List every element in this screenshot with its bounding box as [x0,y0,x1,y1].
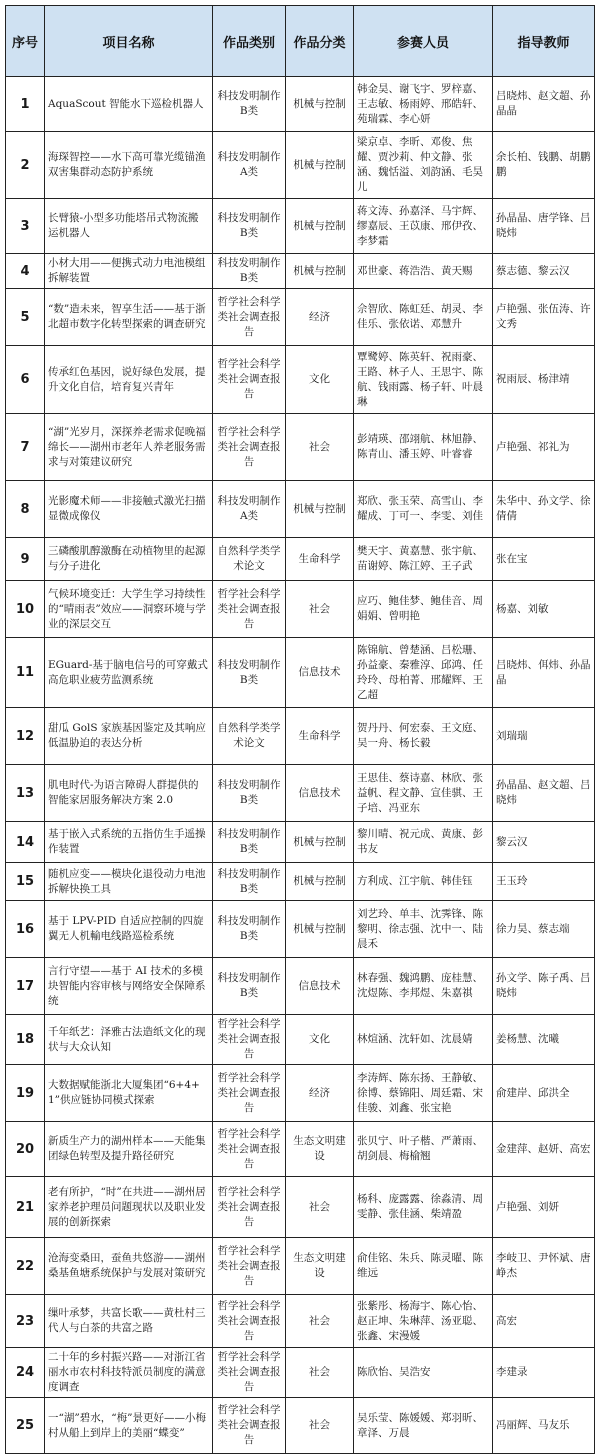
cell-project-name: EGuard-基于脑电信号的可穿戴式高危职业疲劳监测系统 [45,638,213,708]
cell-advisors: 张在宝 [493,538,595,581]
cell-project-name: 言行守望——基于 AI 技术的多模块智能内容审核与网络安全保障系统 [45,958,213,1015]
cell-work-category: 哲学社会科学类社会调查报告 [213,1015,286,1065]
cell-advisors: 黎云汉 [493,822,595,863]
cell-work-classification: 生命科学 [286,708,354,765]
cell-participants: 梁京卓、李昕、邓俊、焦耀、贾沙莉、仲文静、张涵、魏恬溢、刘韵涵、毛昊儿 [354,132,493,199]
cell-advisors: 金建萍、赵妍、高宏 [493,1122,595,1177]
cell-work-classification: 机械与控制 [286,199,354,254]
cell-project-name: “数”造未来，智享生活——基于浙北超市数字化转型探索的调查研究 [45,289,213,346]
cell-project-name: 千年纸艺：泽雅古法造纸文化的现状与大众认知 [45,1015,213,1065]
cell-work-classification: 机械与控制 [286,901,354,958]
cell-advisors: 朱华中、孙文学、徐倩倩 [493,481,595,538]
table-row [6,958,595,1015]
cell-advisors: 高宏 [493,1295,595,1348]
cell-number: 12 [6,708,45,765]
header-work-category: 作品类别 [213,6,286,77]
table-row [6,863,595,901]
cell-advisors: 蔡志德、黎云汉 [493,254,595,289]
table-row [6,1348,595,1398]
cell-work-classification: 机械与控制 [286,481,354,538]
cell-number: 10 [6,581,45,638]
table-row [6,1015,595,1065]
table-row [6,77,595,132]
cell-participants: 吴乐莹、陈媛媛、郑羽昕、章泽、万晨 [354,1398,493,1454]
cell-work-classification: 社会 [286,1348,354,1398]
cell-number: 8 [6,481,45,538]
cell-project-name: AquaScout 智能水下巡检机器人 [45,77,213,132]
table-row [6,581,595,638]
cell-participants: 俞佳铭、朱兵、陈灵曜、陈维远 [354,1238,493,1295]
cell-number: 13 [6,765,45,822]
cell-participants: 邓世豪、蒋浩浩、黄天赐 [354,254,493,289]
cell-work-classification: 机械与控制 [286,77,354,132]
header-row [6,6,595,77]
table-row [6,132,595,199]
cell-advisors: 徐力昊、蔡志端 [493,901,595,958]
table-row [6,1398,595,1454]
cell-work-category: 哲学社会科学类社会调查报告 [213,1348,286,1398]
cell-advisors: 孙文学、陈子禹、吕晓炜 [493,958,595,1015]
cell-project-name: 甜瓜 GolS 家族基因鉴定及其响应低温胁迫的表达分析 [45,708,213,765]
cell-work-classification: 文化 [286,1015,354,1065]
cell-advisors: 卢艳强、张伍涛、许文秀 [493,289,595,346]
cell-work-category: 哲学社会科学类社会调查报告 [213,581,286,638]
cell-participants: 贺丹丹、何宏泰、王文庭、吴一舟、杨长毅 [354,708,493,765]
project-table [5,5,595,1454]
table-header [6,6,595,77]
cell-number: 5 [6,289,45,346]
cell-work-classification: 经济 [286,289,354,346]
cell-participants: 李涛辉、陈东扬、王静敏、徐博、蔡锦阳、周廷霜、宋佳骏、刘鑫、张宝艳 [354,1065,493,1122]
cell-advisors: 李岐卫、尹怀斌、唐峥杰 [493,1238,595,1295]
cell-work-category: 科技发明制作B类 [213,638,286,708]
cell-advisors: 孙晶晶、赵文超、吕晓炜 [493,765,595,822]
cell-work-category: 哲学社会科学类社会调查报告 [213,1398,286,1454]
cell-work-classification: 机械与控制 [286,863,354,901]
cell-number: 7 [6,414,45,481]
cell-advisors: 卢艳强、刘妍 [493,1177,595,1238]
cell-number: 3 [6,199,45,254]
cell-participants: 佘智欣、陈虹廷、胡灵、李佳乐、张依诺、邓慧升 [354,289,493,346]
cell-participants: 张紫彤、杨海宇、陈心怡、赵正坤、朱琳萍、汤亚聪、张鑫、宋漫媛 [354,1295,493,1348]
cell-advisors: 姜杨慧、沈曦 [493,1015,595,1065]
table-row [6,199,595,254]
cell-project-name: 基于 LPV-PID 自适应控制的四旋翼无人机輸电线路巡检系统 [45,901,213,958]
cell-work-category: 科技发明制作B类 [213,254,286,289]
cell-advisors: 俞建岸、邱洪全 [493,1065,595,1122]
cell-work-category: 哲学社会科学类社会调查报告 [213,346,286,414]
cell-work-classification: 社会 [286,581,354,638]
cell-advisors: 吕晓炜、赵文超、孙晶晶 [493,77,595,132]
cell-number: 11 [6,638,45,708]
cell-participants: 张贝宁、叶子楷、严萧雨、胡剑晨、梅榆翘 [354,1122,493,1177]
cell-work-category: 科技发明制作B类 [213,863,286,901]
cell-participants: 蒋文涛、孙嘉泽、马宇辉、缪嘉辰、王苡康、邢伊孜、李梦霜 [354,199,493,254]
cell-work-classification: 机械与控制 [286,822,354,863]
cell-number: 1 [6,77,45,132]
cell-advisors: 孙晶晶、唐学锋、吕晓炜 [493,199,595,254]
table-row [6,414,595,481]
table-row [6,1238,595,1295]
cell-work-classification: 社会 [286,1295,354,1348]
cell-number: 2 [6,132,45,199]
cell-project-name: 沧海变桑田，蚕鱼共悠游——湖州桑基鱼塘系统保护与发展对策研究 [45,1238,213,1295]
table-row [6,901,595,958]
cell-participants: 郑欣、张玉荣、高雪山、李耀成、丁可一、李雯、刘佳 [354,481,493,538]
cell-project-name: 大数据赋能浙北大厦集团“6+4+1”供应链协同模式探索 [45,1065,213,1122]
cell-project-name: “湖”光岁月，深探养老需求促晚福绵长——湖州市老年人养老服务需求与对策建议研究 [45,414,213,481]
cell-project-name: 传承红色基因，说好绿色发展，提升文化自信，培育复兴青年 [45,346,213,414]
table-row [6,765,595,822]
cell-project-name: 随机应变——模块化退役动力电池拆解快换工具 [45,863,213,901]
cell-project-name: 基于嵌入式系统的五指仿生手遥操作装置 [45,822,213,863]
cell-advisors: 冯丽辉、马友乐 [493,1398,595,1454]
cell-number: 14 [6,822,45,863]
header-work-classification: 作品分类 [286,6,354,77]
cell-work-classification: 生命科学 [286,538,354,581]
cell-advisors: 王玉玲 [493,863,595,901]
table-row [6,822,595,863]
cell-project-name: 长臂猿-小型多功能塔吊式物流搬运机器人 [45,199,213,254]
cell-work-classification: 社会 [286,1398,354,1454]
table-wrapper [5,5,594,1454]
cell-participants: 覃鹭婷、陈英轩、祝雨豪、王路、林子人、王思宇、陈航、钱雨露、杨子轩、叶晨琳 [354,346,493,414]
table-row [6,708,595,765]
cell-participants: 应巧、鲍佳梦、鲍佳音、周娟娟、曾明艳 [354,581,493,638]
cell-work-classification: 信息技术 [286,765,354,822]
table-row [6,289,595,346]
cell-work-classification: 生态文明建设 [286,1238,354,1295]
cell-work-category: 自然科学类学术论文 [213,708,286,765]
cell-participants: 林春强、魏鸿鹏、庞桂慧、沈煜陈、李邦煜、朱嘉祺 [354,958,493,1015]
cell-number: 24 [6,1348,45,1398]
cell-project-name: 小材大用——便携式动力电池模组拆解装置 [45,254,213,289]
header-advisors: 指导教师 [493,6,595,77]
table-row [6,254,595,289]
cell-participants: 刘艺玲、单丰、沈霁锋、陈黎明、徐志强、沈中一、陆晨禾 [354,901,493,958]
cell-work-category: 自然科学类学术论文 [213,538,286,581]
cell-work-classification: 社会 [286,414,354,481]
cell-participants: 黎川晴、祝元成、黄康、彭书友 [354,822,493,863]
cell-work-category: 哲学社会科学类社会调查报告 [213,1295,286,1348]
cell-participants: 陈锦航、曾楚涵、吕松珊、孙益豪、秦雅淳、邱鸿、任玲玲、母柏菁、邢耀辉、王乙超 [354,638,493,708]
cell-work-classification: 社会 [286,1177,354,1238]
cell-work-category: 哲学社会科学类社会调查报告 [213,1238,286,1295]
cell-work-category: 哲学社会科学类社会调查报告 [213,414,286,481]
cell-project-name: 肌电时代-为语言障碍人群提供的智能家居服务解决方案 2.0 [45,765,213,822]
table-row [6,346,595,414]
cell-work-category: 哲学社会科学类社会调查报告 [213,289,286,346]
cell-work-category: 科技发明制作B类 [213,901,286,958]
header-number: 序号 [6,6,45,77]
cell-participants: 杨科、庞露露、徐淼清、周雯静、张佳涵、柴靖盈 [354,1177,493,1238]
cell-number: 17 [6,958,45,1015]
table-row [6,1177,595,1238]
cell-advisors: 余长柏、钱鹏、胡鹏鹏 [493,132,595,199]
cell-number: 23 [6,1295,45,1348]
table-row [6,1122,595,1177]
cell-work-classification: 文化 [286,346,354,414]
cell-participants: 陈欣怡、吴浩安 [354,1348,493,1398]
cell-participants: 方利成、江宇航、韩佳钰 [354,863,493,901]
cell-project-name: 新质生产力的湖州样本——天能集团绿色转型及提升路径研究 [45,1122,213,1177]
cell-work-category: 科技发明制作A类 [213,481,286,538]
cell-project-name: 光影魔术师——非接触式激光扫描显微成像仪 [45,481,213,538]
cell-advisors: 卢艳强、祁礼为 [493,414,595,481]
cell-work-classification: 机械与控制 [286,254,354,289]
cell-participants: 樊天宇、黄嘉慧、张宇航、苗谢婷、陈江婷、王子武 [354,538,493,581]
cell-work-category: 科技发明制作B类 [213,199,286,254]
cell-number: 6 [6,346,45,414]
table-row [6,1295,595,1348]
cell-work-category: 科技发明制作B类 [213,822,286,863]
cell-number: 15 [6,863,45,901]
cell-work-classification: 信息技术 [286,638,354,708]
cell-project-name: 海琛智控——水下高可靠光缆锚渔双害集群动态防护系统 [45,132,213,199]
cell-work-category: 科技发明制作B类 [213,765,286,822]
table-row [6,1065,595,1122]
cell-project-name: 老有所护，“时”在共进——湖州居家养老护理员问题现状以及职业发展的创新探索 [45,1177,213,1238]
cell-project-name: 气候环境变迁：大学生学习持续性的“晴雨表”效应——洞察环境与学业的深层交互 [45,581,213,638]
cell-advisors: 祝雨辰、杨津靖 [493,346,595,414]
cell-project-name: 三磷酸肌醇激酶在动植物里的起源与分子进化 [45,538,213,581]
cell-advisors: 杨嘉、刘敏 [493,581,595,638]
cell-work-category: 哲学社会科学类社会调查报告 [213,1122,286,1177]
cell-number: 16 [6,901,45,958]
cell-work-classification: 经济 [286,1065,354,1122]
cell-work-category: 科技发明制作B类 [213,77,286,132]
cell-number: 4 [6,254,45,289]
table-body [6,77,595,1454]
cell-advisors: 吕晓炜、佴炜、孙晶晶 [493,638,595,708]
cell-participants: 王思佳、蔡诗嘉、林欣、张益帆、程文静、宣佳骐、王子培、冯亚东 [354,765,493,822]
cell-number: 22 [6,1238,45,1295]
cell-work-classification: 机械与控制 [286,132,354,199]
cell-work-classification: 信息技术 [286,958,354,1015]
cell-number: 25 [6,1398,45,1454]
cell-work-category: 哲学社会科学类社会调查报告 [213,1065,286,1122]
cell-participants: 彭靖瑛、邵翊航、林旭静、陈青山、潘玉婷、叶睿睿 [354,414,493,481]
cell-number: 20 [6,1122,45,1177]
table-row [6,638,595,708]
cell-participants: 林煊涵、沈轩如、沈晨婧 [354,1015,493,1065]
table-row [6,538,595,581]
cell-project-name: 缫叶承梦，共富长歌——黄杜村三代人与白茶的共富之路 [45,1295,213,1348]
cell-work-category: 科技发明制作B类 [213,958,286,1015]
table-row [6,481,595,538]
cell-number: 18 [6,1015,45,1065]
cell-project-name: 二十年的乡村振兴路——对浙江省丽水市农村科技特派员制度的满意度调查 [45,1348,213,1398]
cell-advisors: 刘瑞瑞 [493,708,595,765]
cell-participants: 韩金昊、谢飞宇、罗梓嘉、王志敏、杨雨婷、邢皓轩、苑瑞霖、李心妍 [354,77,493,132]
cell-work-category: 哲学社会科学类社会调查报告 [213,1177,286,1238]
header-project-name: 项目名称 [45,6,213,77]
cell-project-name: 一“湖”碧水，“梅”景更好——小梅村从船上到岸上的美丽“蝶变” [45,1398,213,1454]
header-participants: 参赛人员 [354,6,493,77]
cell-work-category: 科技发明制作A类 [213,132,286,199]
cell-number: 9 [6,538,45,581]
cell-number: 21 [6,1177,45,1238]
cell-work-classification: 生态文明建设 [286,1122,354,1177]
cell-number: 19 [6,1065,45,1122]
cell-advisors: 李建录 [493,1348,595,1398]
